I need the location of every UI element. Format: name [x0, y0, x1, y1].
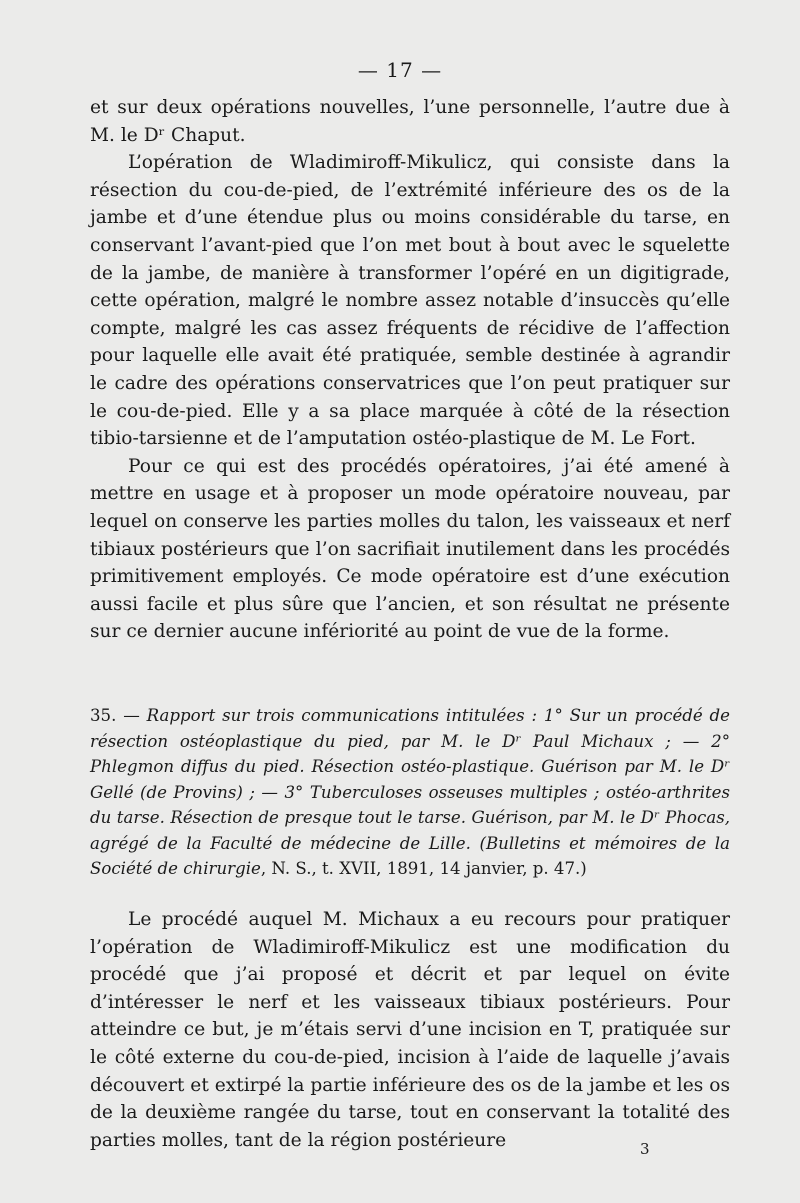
signature-mark: 3: [640, 1140, 650, 1158]
page-number: — 17 —: [357, 58, 443, 82]
entry-suffix: , N. S., t. XVII, 1891, 14 janvier, p. 47.): [260, 859, 587, 878]
paragraph-operation: L’opération de Wladimiroff-Mikulicz, qui consiste dans la résection du cou-de-pied, de l’extrémité inférieure des os de la jambe et d’une étendue plus ou moins considérable du tarse, en conservant l’avant-pied que l’on met bout à bout avec le squelette de la jambe, de manière à transformer l’opéré en un digitigrade, cette opération, malgré le nombre assez notable d’insuccès qu’elle compte, malgré les cas assez fréquents de récidive de l’affection pour laquelle elle avait été pratiquée, semble destinée à agrandir le cadre des opérations conservatrices que l’on peut pratiquer sur le cou-de-pied. Elle y a sa place marquée à côté de la résection tibio-tarsienne et de l’amputation ostéo-plastique de M. Le Fort.: [90, 152, 730, 450]
paragraph-michaux: Le procédé auquel M. Michaux a eu recours pour pratiquer l’opération de Wladimiroff-Mikulicz est une modification du procédé que j’ai proposé et décrit et par lequel on évite d’intéresser le nerf et les vaisseaux tibiaux postérieurs. Pour atteindre ce but, je m’étais servi d’une incision en T, pratiquée sur le côté externe du cou-de-pied, incision à l’aide de laquelle j’avais découvert et extirpé la partie inférieure des os de la jambe et les os de la deuxième rangée du tarse, tout en conservant la totalité des parties molles, tant de la région postérieure: [90, 909, 730, 1151]
entry-title: Rapport sur trois communications intitulées : 1° Sur un procédé de résection ostéoplastique du pied, par M. le Dʳ Paul Michaux ; — 2° Phlegmon diffus du pied. Résection ostéo-plastique. Guérison par M. le Dʳ Gellé (de Provins) ; — 3° Tuberculoses osseuses multiples ; ostéo-arthrites du tarse. Résection de presque tout le tarse. Guérison, par M. le Dʳ Phocas, agrégé de la Faculté de médecine de Lille. (Bulletins et mémoires de la Société de chirurgie: [90, 706, 730, 878]
paragraph-continuation: et sur deux opérations nouvelles, l’une personnelle, l’autre due à M. le Dʳ Chaput.: [90, 97, 730, 146]
main-text-block: [90, 94, 730, 646]
entry-number: 35. —: [90, 706, 147, 725]
bibliographic-entry: [90, 703, 730, 882]
paragraph-procedes: Pour ce qui est des procédés opératoires, j’ai été amené à mettre en usage et à proposer un mode opératoire nouveau, par lequel on conserve les parties molles du talon, les vaisseaux et nerf tibiaux postérieurs que l’on sacrifiait inutilement dans les procédés primitivement employés. Ce mode opératoire est d’une exécution aussi facile et plus sûre que l’ancien, et son résultat ne présente sur ce dernier aucune infériorité au point de vue de la forme.: [90, 455, 730, 643]
